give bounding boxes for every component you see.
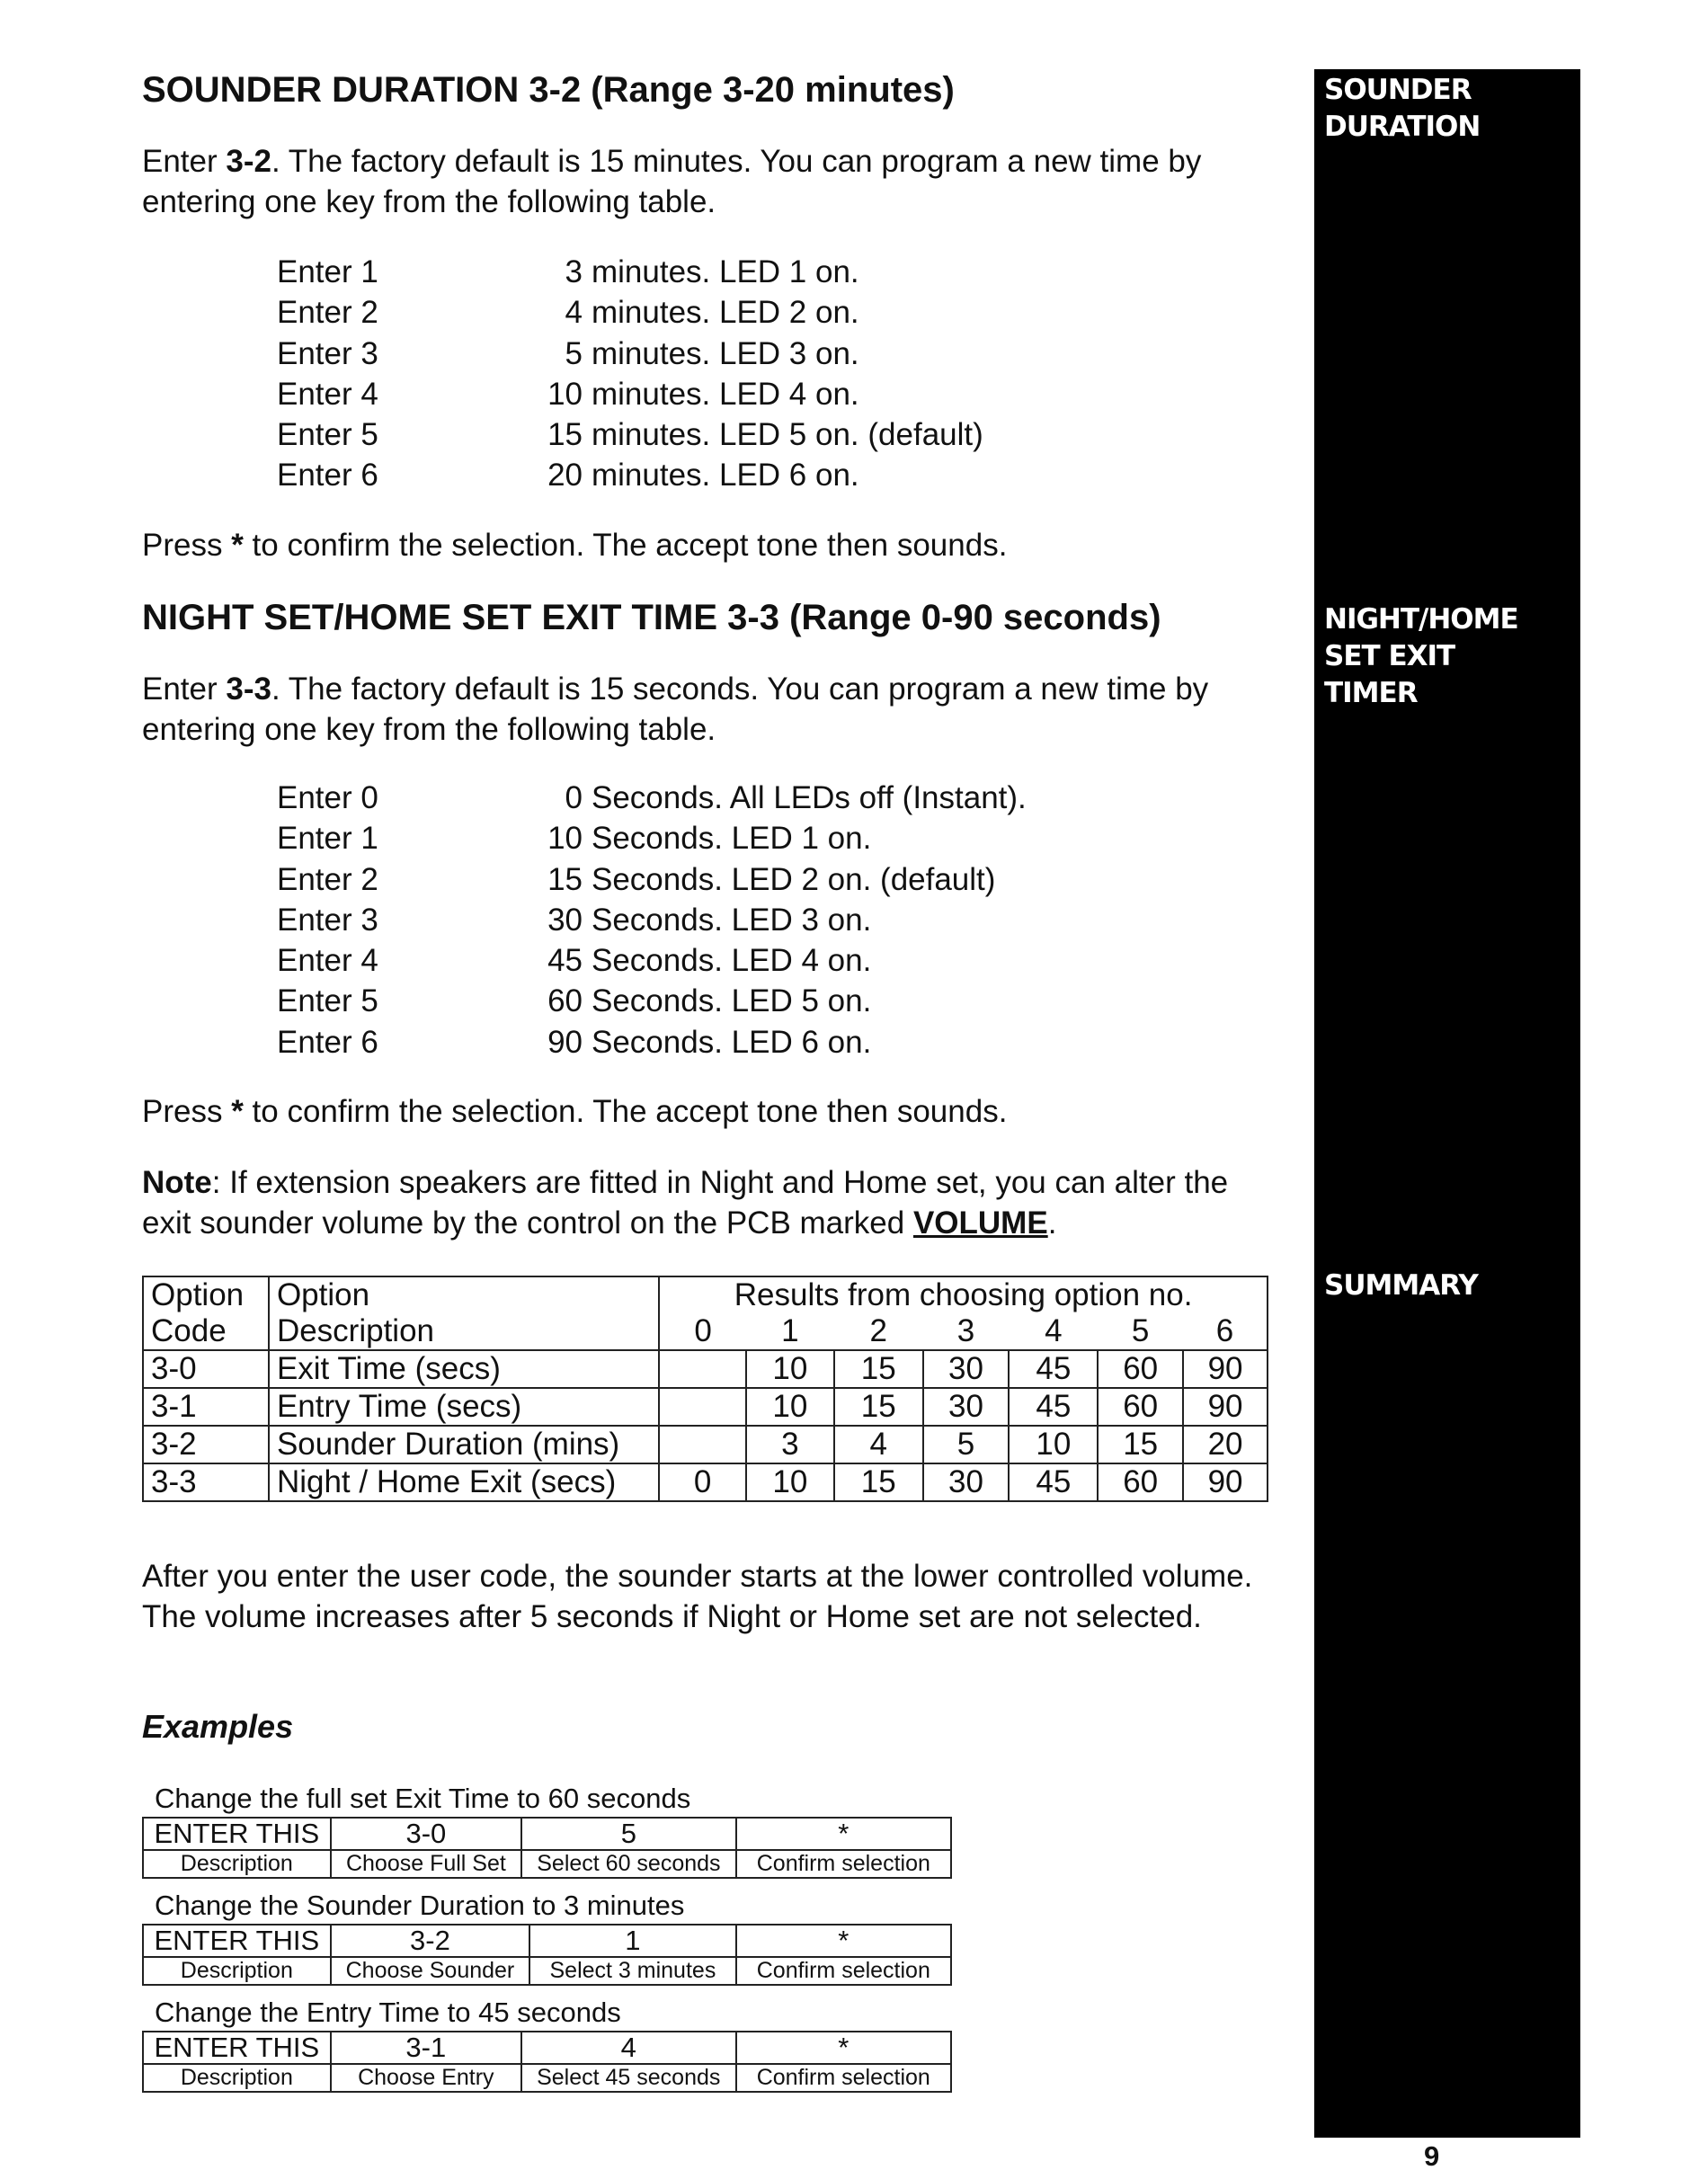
text: Press [142, 1094, 232, 1129]
option-value: 90 [1183, 1388, 1268, 1426]
option-number: 10 [547, 821, 583, 857]
text: Press [142, 528, 232, 563]
option-text: Seconds. LED 1 on. [592, 821, 872, 857]
example-row [143, 2064, 951, 2092]
option-key: Enter 2 [277, 295, 378, 331]
example-row [143, 1957, 951, 1985]
option-value [659, 1388, 746, 1426]
option-row [277, 778, 1027, 818]
example-row [143, 1925, 951, 1957]
sidebar-label-line: SET EXIT [1324, 640, 1455, 672]
example-cell: 4 [521, 2032, 736, 2064]
option-number-header: 5 [1131, 1313, 1150, 1348]
after-text: After you enter the user code, the sounder starts at the lower controlled volume. The volume increases after 5 seconds if Night or Home set are not selected. [142, 1559, 1253, 1634]
option-key: Enter 6 [277, 458, 378, 494]
sidebar-label-line: NIGHT/HOME [1324, 603, 1518, 636]
header-cell: Option [269, 1276, 659, 1313]
option-key: Enter 4 [277, 376, 378, 412]
text: . [1047, 1205, 1057, 1241]
option-text: minutes. LED 2 on. [592, 295, 859, 331]
example-cell: * [736, 1925, 951, 1957]
examples-heading: Examples [142, 1708, 294, 1745]
example-cell: 3-1 [331, 2032, 521, 2064]
note-label: Note [142, 1165, 212, 1200]
option-value: 60 [1098, 1463, 1183, 1501]
example-cell: 3-0 [331, 1818, 522, 1850]
option-number-header: 0 [659, 1313, 746, 1350]
example-cell: ENTER THIS [143, 1818, 331, 1850]
option-value: 15 [834, 1350, 923, 1388]
option-value: 90 [1183, 1463, 1268, 1501]
option-value: 15 [834, 1463, 923, 1501]
sidebar-black-bar [1314, 69, 1580, 2138]
option-number: 45 [547, 943, 583, 979]
option-value: 15 [1098, 1426, 1183, 1463]
table-row [143, 1463, 1268, 1501]
example-cell: Description [143, 1850, 331, 1878]
option-text: minutes. LED 6 on. [592, 458, 859, 494]
example-table [142, 2031, 952, 2093]
option-value: 60 [1098, 1388, 1183, 1426]
sounder-confirm [142, 525, 1311, 565]
example-cell: Description [143, 2064, 331, 2092]
option-number: 5 [565, 335, 583, 371]
text: Enter [142, 671, 227, 707]
option-key: Enter 1 [277, 821, 378, 857]
option-number: 15 [547, 417, 583, 453]
option-number: 10 [547, 376, 583, 412]
example-cell: Choose Full Set [331, 1850, 522, 1878]
option-code: 3-0 [143, 1350, 269, 1388]
option-row [277, 252, 983, 292]
option-value: 4 [834, 1426, 923, 1463]
option-row [277, 818, 1027, 858]
option-text: Seconds. LED 4 on. [592, 943, 872, 979]
night-intro [142, 669, 1275, 750]
night-options-list [277, 778, 1027, 1063]
option-value: 90 [1183, 1350, 1268, 1388]
text: to confirm the selection. The accept tone then sounds. [243, 528, 1008, 563]
table-row [143, 1426, 1268, 1463]
example-cell: Select 3 minutes [529, 1957, 735, 1985]
option-row [277, 900, 1027, 940]
text: to confirm the selection. The accept tone then sounds. [243, 1094, 1008, 1129]
option-value: 30 [923, 1350, 1010, 1388]
table-row [143, 1350, 1268, 1388]
example-cell: Select 45 seconds [521, 2064, 736, 2092]
option-row [277, 940, 1027, 981]
option-text: minutes. LED 5 on. (default) [592, 417, 983, 453]
night-confirm [142, 1091, 1311, 1132]
option-number: 60 [547, 983, 583, 1019]
option-description: Sounder Duration (mins) [269, 1426, 659, 1463]
star: * [231, 1094, 244, 1129]
option-description: Exit Time (secs) [269, 1350, 659, 1388]
option-text: minutes. LED 3 on. [592, 335, 859, 371]
option-text: minutes. LED 1 on. [592, 254, 859, 289]
example-cell: * [736, 1818, 951, 1850]
example-row [143, 2032, 951, 2064]
option-value: 45 [1009, 1388, 1098, 1426]
example-cell: Confirm selection [736, 1957, 951, 1985]
option-value: 30 [923, 1463, 1010, 1501]
volume-label: VOLUME [912, 1205, 1048, 1241]
text: . The factory default is 15 minutes. You can program a new time by entering one key from the following table. [142, 144, 1202, 219]
option-text: Seconds. LED 6 on. [592, 1024, 872, 1060]
example-cell: Description [143, 1957, 331, 1985]
header-cell: Code [143, 1313, 269, 1350]
summary-table [142, 1276, 1268, 1502]
text: Enter [142, 144, 227, 179]
option-key: Enter 3 [277, 335, 378, 371]
sidebar-label-line: DURATION [1324, 111, 1481, 143]
sounder-options-list [277, 252, 983, 496]
option-row [277, 374, 983, 414]
example-cell: 5 [521, 1818, 736, 1850]
example-caption: Change the Entry Time to 45 seconds [155, 1997, 621, 2028]
option-number: 3 [565, 254, 583, 289]
option-code: 3-2 [143, 1426, 269, 1463]
example-caption: Change the full set Exit Time to 60 seconds [155, 1783, 691, 1814]
option-key: Enter 4 [277, 943, 378, 979]
option-number-header: 4 [1045, 1313, 1063, 1348]
page-number: 9 [1424, 2140, 1440, 2172]
example-table [142, 1924, 952, 1986]
option-row [277, 1022, 1027, 1063]
option-value: 10 [746, 1463, 834, 1501]
option-value: 10 [1009, 1426, 1098, 1463]
option-value: 10 [746, 1388, 834, 1426]
option-value: 45 [1009, 1463, 1098, 1501]
sidebar-label-summary [1324, 1267, 1478, 1304]
sidebar-label-night-home [1324, 601, 1518, 712]
example-cell: ENTER THIS [143, 1925, 331, 1957]
code: 3-2 [226, 144, 271, 179]
example-cell: Choose Sounder [331, 1957, 530, 1985]
option-key: Enter 6 [277, 1024, 378, 1060]
option-text: minutes. LED 4 on. [592, 376, 859, 412]
option-value: 0 [659, 1463, 746, 1501]
example-cell: Confirm selection [736, 2064, 951, 2092]
example-table [142, 1817, 952, 1879]
option-number: 30 [547, 902, 583, 938]
option-number: 90 [547, 1024, 583, 1060]
option-row [277, 292, 983, 333]
option-text: Seconds. LED 3 on. [592, 902, 872, 938]
example-cell: Select 60 seconds [521, 1850, 736, 1878]
section-heading-sounder-duration: SOUNDER DURATION 3-2 (Range 3-20 minutes) [142, 70, 955, 110]
option-key: Enter 0 [277, 780, 378, 815]
option-value: 30 [923, 1388, 1010, 1426]
text: : If extension speakers are fitted in Night and Home set, you can alter the exit sounder volume by the control on the PCB marked [142, 1165, 1229, 1241]
option-value: 15 [834, 1388, 923, 1426]
example-row [143, 1818, 951, 1850]
option-row [277, 981, 1027, 1021]
example-cell: ENTER THIS [143, 2032, 331, 2064]
option-description: Entry Time (secs) [269, 1388, 659, 1426]
sounder-intro [142, 141, 1311, 222]
option-row [277, 859, 1027, 900]
option-number: 4 [565, 295, 583, 331]
option-number-header: 3 [956, 1313, 975, 1348]
option-key: Enter 5 [277, 983, 378, 1019]
header-cell: Option [143, 1276, 269, 1313]
option-value: 20 [1183, 1426, 1268, 1463]
example-cell: Choose Entry [331, 2064, 521, 2092]
sidebar-label-line: SOUNDER [1324, 74, 1472, 106]
example-cell: 1 [529, 1925, 735, 1957]
sidebar-label-line: TIMER [1324, 677, 1418, 709]
header-cell: Description [269, 1313, 659, 1350]
example-cell: * [736, 2032, 951, 2064]
option-value: 45 [1009, 1350, 1098, 1388]
table-row [143, 1388, 1268, 1426]
code: 3-3 [226, 671, 271, 707]
option-value: 60 [1098, 1350, 1183, 1388]
option-key: Enter 1 [277, 254, 378, 289]
option-row [277, 414, 983, 455]
option-value: 10 [746, 1350, 834, 1388]
option-number: 0 [565, 780, 583, 815]
option-code: 3-1 [143, 1388, 269, 1426]
option-value [659, 1426, 746, 1463]
star: * [231, 528, 244, 563]
option-value [659, 1350, 746, 1388]
example-cell: 3-2 [331, 1925, 530, 1957]
option-number: 15 [547, 861, 583, 897]
option-number-header: 6 [1183, 1313, 1268, 1350]
option-row [277, 334, 983, 374]
example-caption: Change the Sounder Duration to 3 minutes [155, 1890, 685, 1921]
text: . The factory default is 15 seconds. You can program a new time by entering one key from the following table. [142, 671, 1209, 747]
header-cell: Results from choosing option no. [659, 1276, 1268, 1313]
option-text: Seconds. LED 5 on. [592, 983, 872, 1019]
option-code: 3-3 [143, 1463, 269, 1501]
example-row [143, 1850, 951, 1878]
option-value: 3 [746, 1426, 834, 1463]
option-number-header: 2 [869, 1313, 887, 1348]
option-text: Seconds. LED 2 on. (default) [592, 861, 996, 897]
sidebar-label-sounder-duration [1324, 72, 1480, 146]
option-number: 20 [547, 458, 583, 494]
option-value: 5 [923, 1426, 1010, 1463]
sidebar-label-line: SUMMARY [1324, 1269, 1478, 1302]
option-number-header: 1 [781, 1313, 799, 1348]
example-cell: Confirm selection [736, 1850, 951, 1878]
option-row [277, 455, 983, 495]
option-key: Enter 2 [277, 861, 378, 897]
section-heading-night-home: NIGHT SET/HOME SET EXIT TIME 3-3 (Range 0-90 seconds) [142, 598, 1161, 637]
option-description: Night / Home Exit (secs) [269, 1463, 659, 1501]
option-key: Enter 5 [277, 417, 378, 453]
option-text: Seconds. All LEDs off (Instant). [592, 780, 1027, 815]
note [142, 1162, 1275, 1243]
option-key: Enter 3 [277, 902, 378, 938]
